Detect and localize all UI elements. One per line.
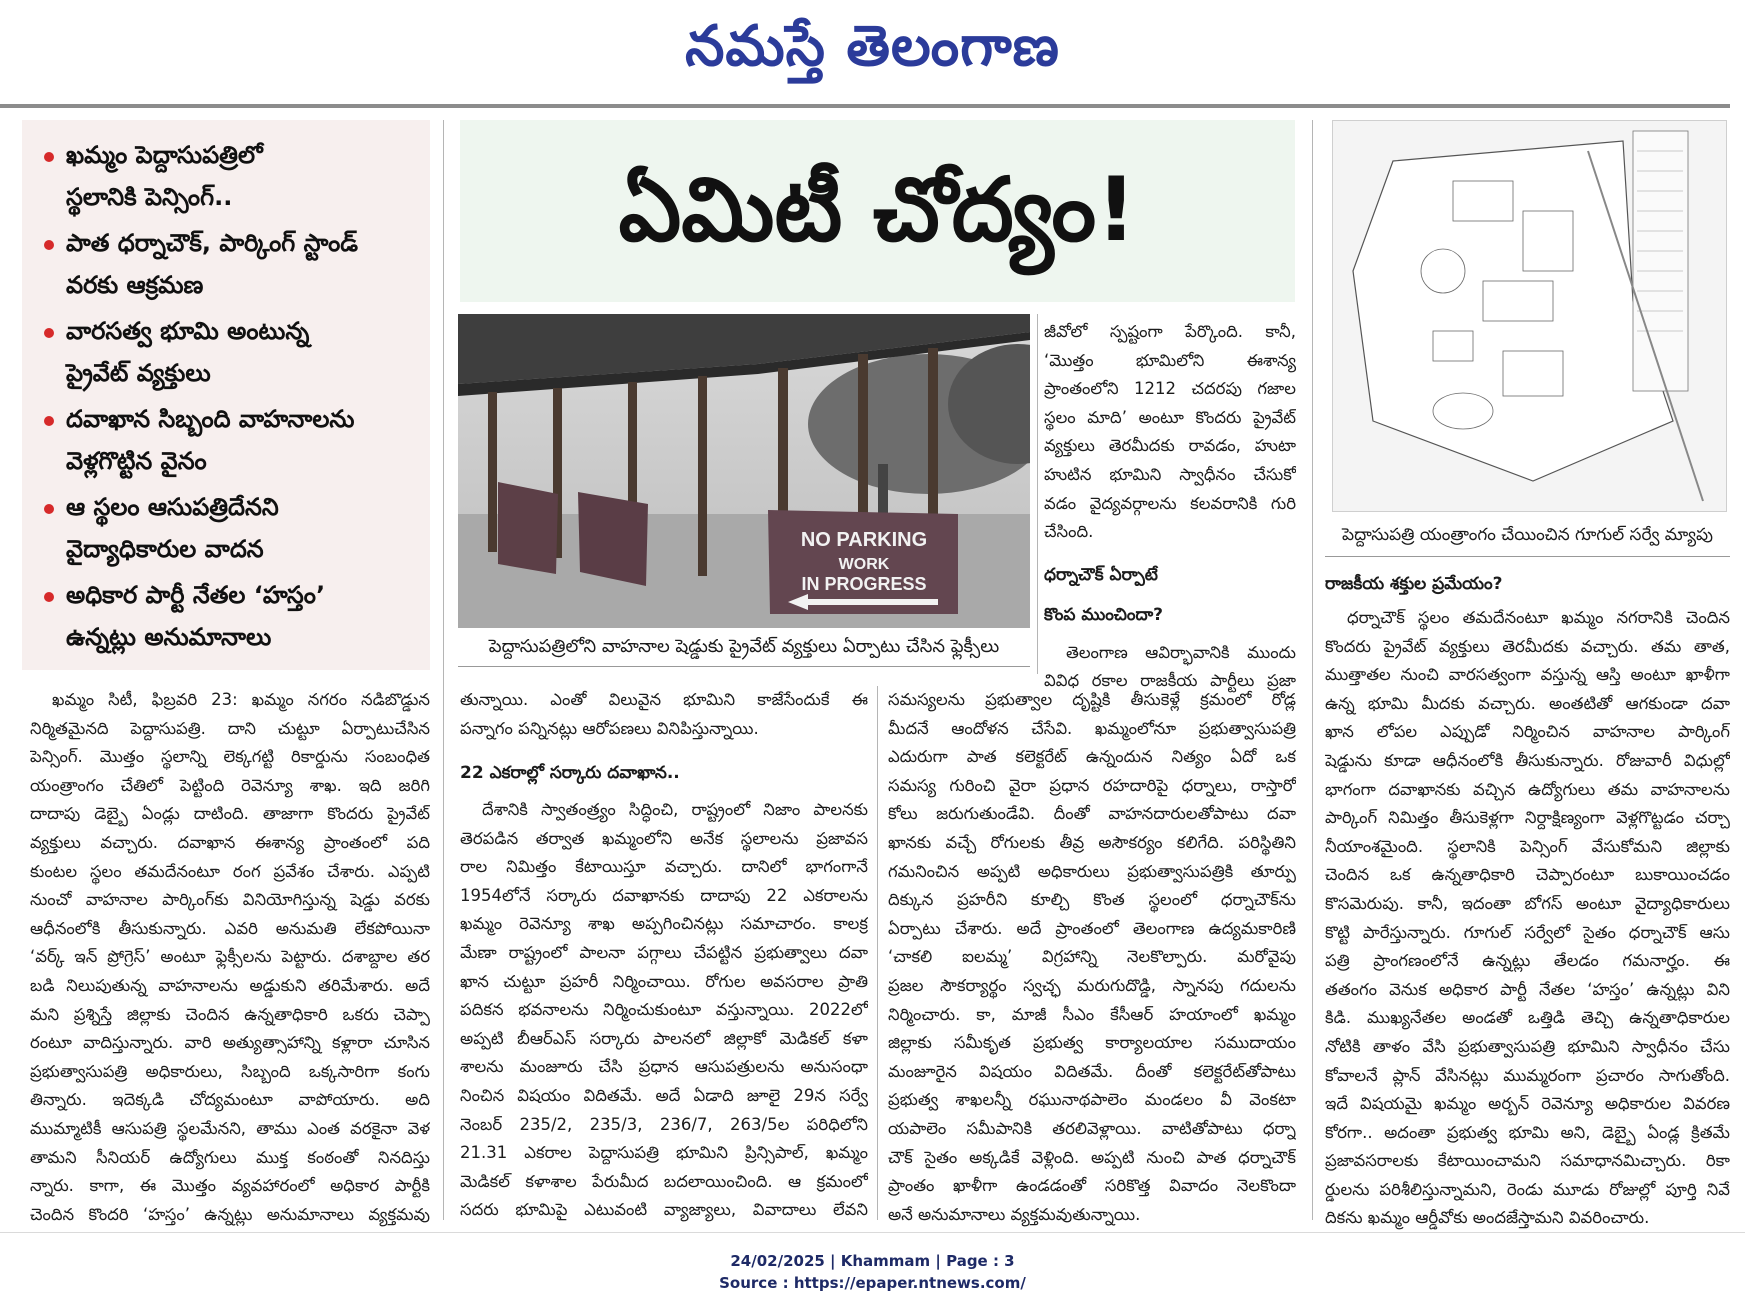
text-line: ‘వర్క్ ఇన్ ప్రోగ్రెస్’ అంటూ ఫ్లెక్సీలను పెట్టారు. దశాబ్దాల తర [30, 947, 430, 967]
text-line: 21.31 ఎకరాల పెద్దాసుపత్రి భూమిని ప్రిన్సిపాల్, ఖమ్మం [460, 1143, 868, 1163]
text-line: కోరగా.. అదంతా ప్రభుత్వ భూమి అని, డెబ్బై ఏండ్ల క్రితమే [1325, 1122, 1730, 1142]
highlight-text: స్థలానికి పెన్సింగ్.. [66, 183, 233, 211]
footer-divider [0, 1232, 1745, 1233]
column-divider [877, 686, 878, 1220]
article-column-photo-side [1044, 318, 1296, 696]
text-line: న్నారు. కాగా, ఈ మొత్తం వ్యవహారంలో అధికార పార్టీకి [30, 1176, 430, 1196]
article-column-3 [888, 686, 1296, 1229]
text-line: అప్పటి బీఆర్ఎస్ సర్కారు పాలనలో జిల్లాకో మెడికల్ కళా [460, 1028, 868, 1048]
text-line: తామని సీనియర్ ఉద్యోగులు ముక్త కంఠంతో నినదిస్తు [30, 1147, 430, 1167]
text-line: నోటికి తాళం వేసి ప్రభుత్వాసుపత్రి భూమిని స్వాధీనం చేసు [1325, 1036, 1730, 1056]
text-line: ఏర్పాటు చేశారు. అదే ప్రాంతంలో తెలంగాణ ఉద్యమకారిణి [888, 918, 1296, 938]
text-line: రంటూ వాదిస్తున్నారు. వారి అత్యుత్సాహాన్ని కళ్లారా చూసిన [30, 1033, 430, 1053]
text-line: పార్కింగ్ నిమిత్తం తీసుకెళ్లగా నిర్దాక్షిణ్యంగా వెళ్లగొట్టడం చర్చా [1325, 808, 1730, 828]
text-line: ప్రభుత్వాసుపత్రి అధికారులు, సిబ్బంది ఒక్కసారిగా కంగు [30, 1061, 430, 1081]
text-line: నిర్మించారు. కా, మాజీ సీఎం కేసీఆర్ హయాంలో ఖమ్మం [888, 1004, 1296, 1024]
text-line: ఉన్న భూమి మీదకు వచ్చారు. అంతటితో ఆగకుండా దవా [1325, 693, 1730, 713]
text-line: కొసమెరుపు. కానీ, ఇదంతా బోగస్ అంటూ వైద్యాధికారులు [1325, 893, 1730, 913]
masthead-divider [0, 104, 1730, 108]
text-line: ‘మొత్తం భూమిలోని ఈశాన్య [1044, 350, 1296, 370]
footer [0, 1250, 1745, 1294]
text-line: సమస్యలను ప్రభుత్వాల దృష్టికి తీసుకెళ్లే క్రమంలో రోడ్ల [888, 690, 1296, 709]
text-line: ప్రాంతంలోని 1212 చదరపు గజాల [1044, 379, 1296, 399]
text-line: ఆధీనంలోకి తీసుకున్నారు. ఎవరి అనుమతి లేకపోయినా [30, 918, 430, 938]
news-photo [458, 314, 1030, 628]
text-line: కుంటల స్థలం తమదేనంటూ రంగ ప్రవేశం చేశారు. ఎప్పటి [30, 861, 430, 881]
text-line: జిల్లాకు సమీకృత ప్రభుత్వ కార్యాలయాల సముదాయం [888, 1033, 1296, 1053]
highlight-item [36, 398, 420, 482]
bullet-icon [44, 504, 54, 514]
sign-text: WORK [838, 556, 890, 573]
text-line: ముత్తాతల నుంచి వారసత్వంగా వస్తున్న ఆస్తి అంటూ ఖాళీగా [1325, 665, 1730, 685]
text-line: మేణా రాష్ట్రంలో పాలనా పగ్గాలు చేపట్టిన ప్రభుత్వాలు దవా [460, 942, 868, 962]
footer-source: Source : https://epaper.ntnews.com/ [719, 1274, 1026, 1292]
bullet-icon [44, 328, 54, 338]
text-line: తెరపడిన తర్వాత ఖమ్మంలోని అనేక స్థలాలను ప్రజావస [460, 828, 868, 848]
highlight-text: వారసత్వ భూమి అంటున్న [66, 317, 310, 345]
column-text [460, 796, 868, 1225]
map-caption: పెద్దాసుపత్రి యంత్రాంగం చేయించిన గూగుల్ సర్వే మ్యాపు [1342, 525, 1713, 545]
highlight-text: అధికార పార్టీ నేతల ‘హస్తం’ [66, 581, 326, 609]
column-divider [1312, 120, 1313, 1220]
masthead [0, 0, 1745, 100]
highlight-text: దవాఖాన సిబ్బంది వాహనాలను [66, 405, 355, 433]
highlights-box [22, 120, 430, 670]
text-line: పన్నాగం పన్నినట్లు ఆరోపణలు వినిపిస్తున్నాయి. [460, 718, 759, 738]
text-line: వ్యక్తులు వచ్చారు. దవాఖాన ఈశాన్య ప్రాంతంలో పది [30, 832, 430, 852]
text-line: మెడికల్ కళాశాల పేరుమీద బదలాయించింది. ఆ క్రమంలో [460, 1171, 868, 1191]
text-line: సదరు భూమిపై ఎటువంటి వ్యాజ్యాలు, వివాదాలు లేవని [460, 1200, 868, 1220]
highlight-text: వెళ్లగొట్టిన వైనం [66, 447, 207, 475]
text-line: సమస్య గురించి వైరా ప్రధాన రహదారిపై ధర్నాలు, రాస్తారో [888, 775, 1296, 795]
text-line: పెన్సింగ్. మొత్తం స్థలాన్ని లెక్కగట్టి రికార్డును సంబంధిత [30, 747, 430, 767]
text-line: హుటిన భూమిని స్వాధీనం చేసుకో [1044, 464, 1296, 484]
subheading-dharna-chowk-line2: కొంప ముంచిందా? [1044, 604, 1164, 625]
text-line: ఖానకు వచ్చే రోగులకు తీవ్ర అసౌకర్యం కలిగేది. పరిస్థితిని [888, 832, 1296, 852]
text-line: నిర్మితమైనది పెద్దాసుపత్రి. దాని చుట్టూ ఏర్పాటుచేసిన [30, 718, 430, 738]
newspaper-title: నమస్తే తెలంగాణ [685, 14, 1060, 79]
article-column-2 [460, 686, 868, 1220]
text-line: నించిన విషయం విదితమే. అదే ఏడాది జూలై 29న సర్వే [460, 1085, 868, 1105]
text-line: కోలు జరుగుతుండేవి. దీంతో వాహనదారులతోపాటు దవా [888, 804, 1296, 824]
text-line: పత్రి ప్రాంగణంలోనే ఉన్నట్లు తేలడం గమనార్హం. ఈ [1325, 951, 1730, 971]
text-line: శాలను మంజూరు చేసి ప్రధాన ఆసుపత్రులను అనుసంధా [460, 1057, 868, 1077]
text-line: దిక్కున ప్రహరీని కూల్చి కొంత స్థలంలో ధర్నాచౌక్‌ను [888, 890, 1296, 910]
text-line: ఇదే విషయమై ఖమ్మం అర్బన్ రెవెన్యూ అధికారుల వివరణ [1325, 1094, 1730, 1114]
text-line: తతంగం వెనుక అధికార పార్టీ నేతల ‘హస్తం’ ఉన్నట్లు విని [1325, 979, 1730, 999]
headline-box [460, 120, 1295, 302]
text-line: 1954లోనే సర్కారు దవాఖానకు దాదాపు 22 ఎకరాలను [460, 885, 868, 905]
google-survey-map [1333, 121, 1727, 512]
text-line: తెలంగాణ ఆవిర్భావానికి ముందు [1066, 642, 1296, 662]
text-line: అనే అనుమానాలు వ్యక్తమవుతున్నాయి. [888, 1204, 1141, 1224]
text-line: గమనించిన అప్పటి అధికారులు ప్రభుత్వాసుపత్రికి తూర్పు [888, 861, 1296, 881]
highlight-text: ఉన్నట్లు అనుమానాలు [66, 623, 272, 651]
highlight-item [36, 574, 420, 658]
text-line: చెందిన కొందరి ‘హస్తం’ ఉన్నట్లు అనుమానాలు వ్యక్తమవు [30, 1204, 430, 1224]
text-line: వివిధ రకాల రాజకీయ పార్టీలు ప్రజా [1044, 671, 1296, 691]
text-line: ‘చాకలి ఐలమ్మ’ విగ్రహాన్ని నెలకొల్పారు. మరోవైపు [888, 947, 1296, 967]
text-line: ఖాన లోపల ఎప్పుడో నిర్మించిన వాహనాల పార్కింగ్ [1325, 722, 1730, 742]
text-line: తిన్నారు. ఇదెక్కడి చోద్యమంటూ వాపోయారు. అది [30, 1090, 430, 1110]
text-line: ఎదురుగా పాత కలెక్టరేట్ ఉన్నందున నిత్యం ఏదో ఒక [888, 747, 1296, 767]
text-line: కోవాలనే ప్లాన్ వేసినట్లు ముమ్మరంగా ప్రచారం సాగుతోంది. [1325, 1065, 1730, 1085]
highlight-item [36, 486, 420, 570]
article-column-1 [30, 686, 430, 1229]
text-line: మంజూరైన విషయం విదితమే. దీంతో కలెక్టరేట్‌తోపాటు [888, 1061, 1296, 1081]
highlight-text: వైద్యాధికారుల వాదన [66, 535, 264, 563]
photo-caption: పెద్దాసుపత్రిలోని వాహనాల షెడ్డుకు ప్రైవేట్ వ్యక్తులు ఏర్పాటు చేసిన ఫ్లెక్సీలు [488, 636, 1000, 657]
text-line: దేశానికి స్వాతంత్ర్యం సిద్ధించి, రాష్ట్రంలో నిజాం పాలనకు [482, 800, 868, 819]
text-line: రాల నిమిత్తం కేటాయిస్తూ వచ్చారు. దానిలో భాగంగానే [460, 857, 868, 877]
highlight-text: వరకు ఆక్రమణ [66, 271, 204, 299]
highlight-text: ప్రైవేట్ వ్యక్తులు [66, 359, 211, 387]
bullet-icon [44, 240, 54, 250]
column-text [460, 686, 868, 743]
highlight-item [36, 222, 420, 306]
highlight-text: ఆ స్థలం ఆసుపత్రిదేనని [66, 493, 279, 521]
text-line: ఖాన చుట్టూ ప్రహరీ నిర్మించాయి. రోగుల అవసరాల ప్రాతి [460, 971, 868, 991]
text-line: చేసింది. [1044, 522, 1094, 542]
text-line: ర్డులను పరిశీలిస్తున్నామని, రెండు మూడు రోజుల్లో పూర్తి నివే [1325, 1179, 1730, 1199]
text-line: ప్రజల సౌకర్యార్థం స్వచ్ఛ మరుగుదొడ్డి, స్నానపు గదులను [888, 975, 1296, 995]
column-divider [1037, 314, 1038, 674]
text-line: నుంచో వాహనాల పార్కింగ్‌కు వినియోగిస్తున్న షెడ్డు వరకు [30, 890, 430, 910]
text-line: చెందిన ఒక ఉన్నతాధికారి చెప్పారంటూ బుకాయించడం [1325, 865, 1730, 885]
text-line: కొట్టి పారేస్తున్నారు. గూగుల్ సర్వేలో సైతం ధర్నాచౌక్ ఆసు [1325, 922, 1730, 942]
photo-caption-divider [458, 666, 1030, 667]
bullet-icon [44, 152, 54, 162]
text-line: నెంబర్ 235/2, 235/3, 236/7, 263/5ల పరిధిలోని [460, 1114, 868, 1134]
text-line: దికను ఖమ్మం ఆర్డీవోకు అందజేస్తామని వివరించారు. [1325, 1208, 1650, 1228]
text-line: స్థలం మాది’ అంటూ కొందరు ప్రైవేట్ [1044, 407, 1296, 427]
sign-text: IN PROGRESS [801, 574, 927, 594]
text-line: మీదనే ఆందోళన చేసేవి. ఖమ్మంలోనూ ప్రభుత్వాసుపత్రి [888, 718, 1296, 738]
text-line: యపాలెం సమీపానికి తరలివెళ్లాయి. వాటితోపాటు ధర్నా [888, 1118, 1296, 1138]
text-line: భాగంగా దవాఖానకు వచ్చిన ఉద్యోగులు తమ వాహనాలను [1325, 779, 1730, 799]
text-line: చౌక్ సైతం అక్కడికే వెళ్లింది. అప్పటి నుంచి పాత ధర్నాచౌక్ [888, 1147, 1296, 1167]
subheading-political-forces: రాజకీయ శక్తుల ప్రమేయం? [1325, 574, 1503, 594]
bullet-icon [44, 592, 54, 602]
text-line: బడి నిలుపుతున్న వాహనాలను అడ్డుకుని తరిమేశారు. అదే [30, 975, 430, 995]
bullet-icon [44, 416, 54, 426]
text-line: షెడ్డును కూడా ఆధీనంలోకి తీసుకున్నారు. రోజువారీ విధుల్లో [1325, 750, 1730, 770]
text-line: వ్యక్తులు తెరమీదకు రావడం, హుటా [1044, 436, 1296, 456]
highlight-item [36, 134, 420, 218]
text-line: ప్రాంతం ఖాళీగా ఉండడంతో సరికొత్త వివాదం నెలకొందా [888, 1176, 1296, 1196]
text-line: పదికన భవనాలను నిర్మించుకుంటూ వస్తున్నాయి. 2022లో [460, 1000, 868, 1020]
column-divider [443, 120, 444, 1220]
survey-map-image [1332, 120, 1727, 512]
text-line: జీవోలో స్పష్టంగా పేర్కొంది. కానీ, [1044, 322, 1296, 341]
text-line: యంత్రాంగం చేతిలో పెట్టింది రెవెన్యూ శాఖ. ఇది జరిగి [30, 775, 430, 795]
text-line: ఖమ్మం సిటీ, ఫిబ్రవరి 23: ఖమ్మం నగరం నడిబొడ్డున [52, 690, 430, 709]
text-line: నీయాంశమైంది. స్థలానికి పెన్సింగ్ వేసుకోమని జిల్లాకు [1325, 836, 1730, 856]
parking-shed-photo [458, 314, 1030, 628]
text-line: ఖమ్మం రెవెన్యూ శాఖ అప్పగించినట్లు సమాచారం. కాలక్ర [460, 914, 868, 934]
highlight-text: ఖమ్మం పెద్దాసుపత్రిలో [66, 141, 263, 169]
map-caption-divider [1325, 556, 1730, 557]
article-column-4 [1325, 564, 1730, 1233]
sign-text: NO PARKING [800, 529, 928, 551]
text-line: దాదాపు డెబ్బై ఏండ్లు దాటింది. తాజాగా కొందరు ప్రైవేట్ [30, 804, 430, 824]
text-line: వడం వైద్యవర్గాలను కలవరానికి గురి [1044, 493, 1296, 513]
text-line: ప్రజావసరాలకు కేటాయించామని సమాధానమిచ్చారు. రికా [1325, 1151, 1730, 1171]
footer-edition-info: 24/02/2025 | Khammam | Page : 3 [730, 1252, 1015, 1270]
highlight-item [36, 310, 420, 394]
column-text [1044, 318, 1296, 547]
text-line: కొందరు ప్రైవేట్ వ్యక్తులు తెరమీదకు వచ్చారు. తమ తాత, [1325, 636, 1730, 656]
highlight-text: పాత ధర్నాచౌక్, పార్కింగ్ స్టాండ్ [66, 229, 358, 257]
text-line: కిడి. ముఖ్యనేతల అండతో ఒత్తిడి తెచ్చి ఉన్నతాధికారుల [1325, 1008, 1730, 1028]
headline: ఏమిటీ చోద్యం! [618, 158, 1137, 261]
text-line: ముమ్మాటికీ ఆసుపత్రి స్థలమేనని, తాము ఎంత వరకైనా వెళ [30, 1118, 430, 1138]
column-text [1325, 604, 1730, 1233]
text-line: తున్నాయి. ఎంతో విలువైన భూమిని కాజేసేందుకే ఈ [460, 690, 868, 709]
subheading-22-acres: 22 ఎకరాల్లో సర్కారు దవాఖాన.. [460, 763, 680, 783]
text-line: ధర్నాచౌక్ స్థలం తమదేనంటూ ఖమ్మం నగరానికి చెందిన [1347, 608, 1730, 627]
text-line: ప్రభుత్వ శాఖలన్నీ రఘునాథపాలెం మండలం వీ వెంకటా [888, 1090, 1296, 1110]
text-line: మని ప్రశ్నిస్తే జిల్లాకు చెందిన ఉన్నతాధికారి ఒకరు చెప్పా [30, 1004, 430, 1024]
subheading-dharna-chowk: ధర్నాచౌక్ ఏర్పాటే [1044, 564, 1158, 585]
